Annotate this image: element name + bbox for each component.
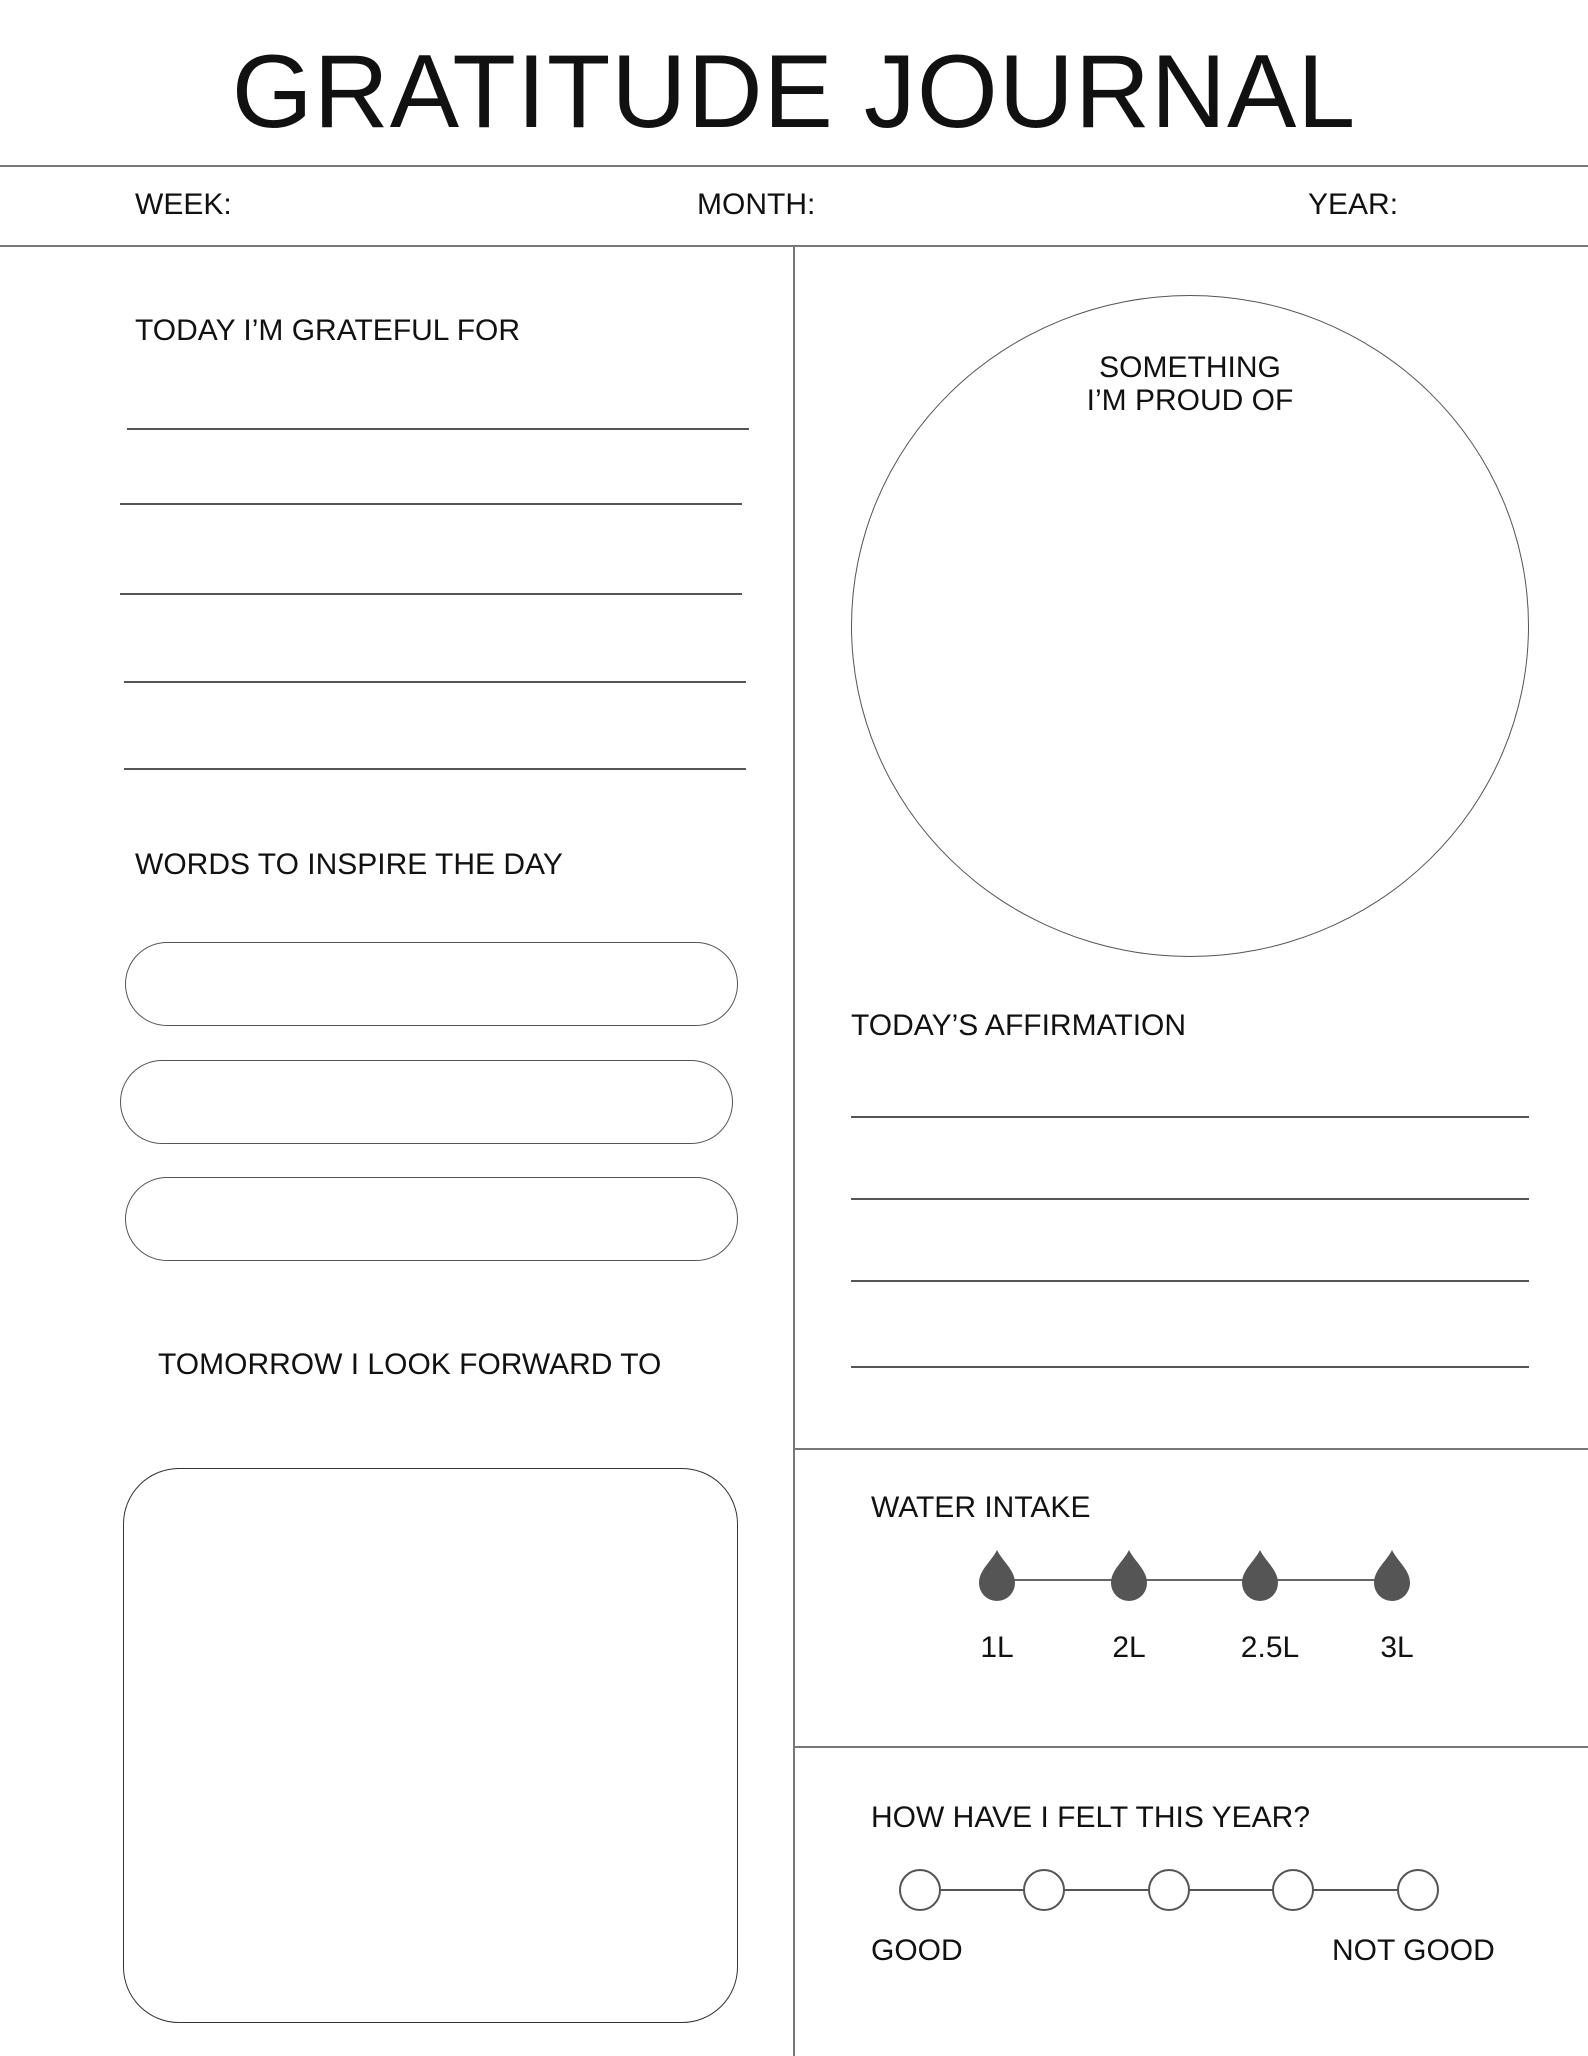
affirmation-line-1[interactable] [851, 1116, 1529, 1118]
proud-heading-line-1: SOMETHING [1099, 351, 1281, 384]
water-level-label: 2.5L [1240, 1631, 1300, 1664]
mood-option-5[interactable] [1398, 1870, 1438, 1910]
mood-option-3[interactable] [1149, 1870, 1189, 1910]
mood-heading: HOW HAVE I FELT THIS YEAR? [871, 1801, 1310, 1834]
grateful-line-1[interactable] [127, 428, 749, 430]
mood-option-2[interactable] [1024, 1870, 1064, 1910]
year-field[interactable] [1308, 190, 1398, 220]
column-divider [793, 246, 795, 2056]
affirmation-heading: TODAY’S AFFIRMATION [851, 1009, 1187, 1042]
affirmation-line-4[interactable] [851, 1366, 1529, 1368]
affirmation-line-3[interactable] [851, 1280, 1529, 1282]
mood-option-1[interactable] [900, 1870, 940, 1910]
water-tracker [970, 1548, 1430, 1608]
page-title: GRATITUDE JOURNAL [231, 34, 1357, 150]
proud-heading [1040, 351, 1340, 417]
mood-good-label: GOOD [871, 1934, 963, 1967]
week-label: WEEK: [135, 188, 232, 221]
water-heading: WATER INTAKE [871, 1491, 1091, 1524]
mood-option-4[interactable] [1273, 1870, 1313, 1910]
water-level-label: 2L [1112, 1631, 1146, 1664]
grateful-line-4[interactable] [124, 681, 746, 683]
water-drop-icon[interactable] [979, 1550, 1015, 1601]
month-label: MONTH: [697, 188, 816, 221]
header-top-rule [0, 165, 1588, 167]
water-drop-icon[interactable] [1111, 1550, 1147, 1601]
grateful-line-5[interactable] [124, 768, 746, 770]
inspire-heading: WORDS TO INSPIRE THE DAY [135, 848, 563, 881]
right-section-rule-2 [793, 1746, 1588, 1748]
right-section-rule-1 [793, 1448, 1588, 1450]
year-label: YEAR: [1308, 188, 1399, 221]
grateful-heading: TODAY I’M GRATEFUL FOR [135, 314, 521, 347]
tomorrow-heading: TOMORROW I LOOK FORWARD TO [158, 1348, 662, 1381]
mood-scale [880, 1860, 1440, 1920]
water-level-label: 1L [980, 1631, 1014, 1664]
grateful-line-3[interactable] [120, 593, 742, 595]
month-field[interactable] [697, 190, 815, 220]
affirmation-line-2[interactable] [851, 1198, 1529, 1200]
mood-not-good-label: NOT GOOD [1332, 1934, 1495, 1967]
grateful-line-2[interactable] [120, 503, 742, 505]
week-field[interactable] [135, 190, 232, 220]
water-drop-icon[interactable] [1374, 1550, 1410, 1601]
proud-heading-line-2: I’M PROUD OF [1086, 384, 1294, 417]
tomorrow-box[interactable] [123, 1468, 738, 2023]
inspire-box-1[interactable] [125, 942, 738, 1026]
inspire-box-3[interactable] [125, 1177, 738, 1261]
water-level-label: 3L [1380, 1631, 1414, 1664]
inspire-box-2[interactable] [120, 1060, 733, 1144]
water-drop-icon[interactable] [1242, 1550, 1278, 1601]
